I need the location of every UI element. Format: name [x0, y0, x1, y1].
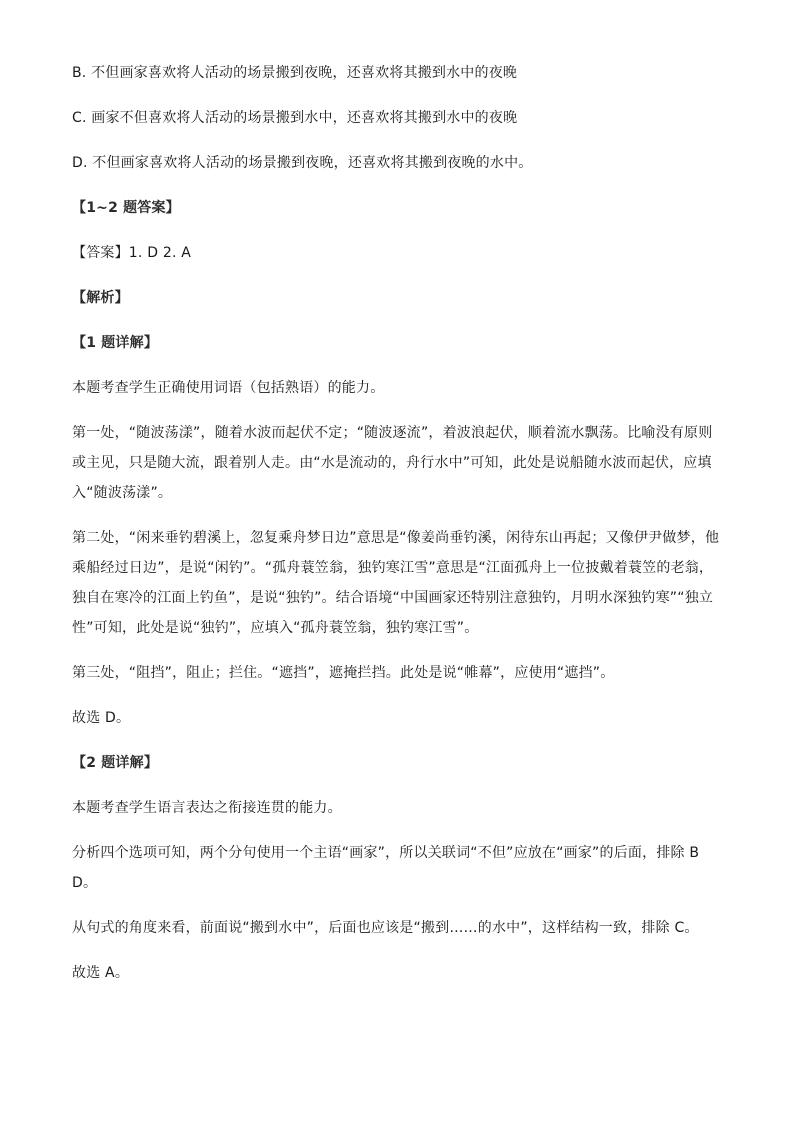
option-d: D. 不但画家喜欢将人活动的场景搬到夜晚，还喜欢将其搬到夜晚的水中。	[72, 155, 533, 171]
q2-detail-title: 【2 题详解】	[72, 755, 159, 771]
analysis-label: 【解析】	[72, 290, 129, 306]
answer-line: 【答案】1. D 2. A	[72, 245, 192, 261]
q1-conclusion: 故选 D。	[72, 710, 131, 726]
q2-intro: 本题考查学生语言表达之衔接连贯的能力。	[72, 800, 342, 816]
q2-conclusion: 故选 A。	[72, 965, 130, 981]
q2-paragraph-2: 从句式的角度来看，前面说“搬到水中”，后面也应该是“搬到……的水中”，这样结构一致，排除 C。	[72, 920, 699, 936]
q1-intro: 本题考查学生正确使用词语（包括熟语）的能力。	[72, 380, 385, 396]
document-page	[72, 58, 722, 1003]
q1-paragraph-2: 第二处，“闲来垂钓碧溪上，忽复乘舟梦日边”意思是“像姜尚垂钓溪，闲待东山再起；又像伊尹做梦，他乘船经过日边”，是说“闲钓”。“孤舟蓑笠翁，独钓寒江雪”意思是“江面孤舟上一位披戴着蓑笠的老翁，独自在寒冷的江面上钓鱼”，是说“独钓”。结合语境“中国画家还特别注意独钓，月明水深独钓寒”“独立性”可知，此处是说“独钓”，应填入“孤舟蓑笠翁，独钓寒江雪”。	[72, 530, 720, 636]
q1-paragraph-3: 第三处，“阻挡”，阻止；拦住。“遮挡”，遮掩拦挡。此处是说“帷幕”，应使用“遮挡”。	[72, 665, 615, 681]
q2-paragraph-1: 分析四个选项可知，两个分句使用一个主语“画家”，所以关联词“不但”应放在“画家”的后面，排除 BD。	[72, 845, 700, 891]
q1-detail-title: 【1 题详解】	[72, 335, 159, 351]
option-b: B. 不但画家喜欢将人活动的场景搬到夜晚，还喜欢将其搬到水中的夜晚	[72, 65, 518, 81]
option-c: C. 画家不但喜欢将人活动的场景搬到水中，还喜欢将其搬到水中的夜晚	[72, 110, 518, 126]
answer-section-title: 【1~2 题答案】	[72, 200, 180, 216]
q1-paragraph-1: 第一处，“随波荡漾”，随着水波而起伏不定；“随波逐流”，着波浪起伏，顺着流水飘荡。比喻没有原则或主见，只是随大流，跟着别人走。由“水是流动的，舟行水中”可知，此处是说船随水波而起伏，应填入“随波荡漾”。	[72, 425, 713, 501]
